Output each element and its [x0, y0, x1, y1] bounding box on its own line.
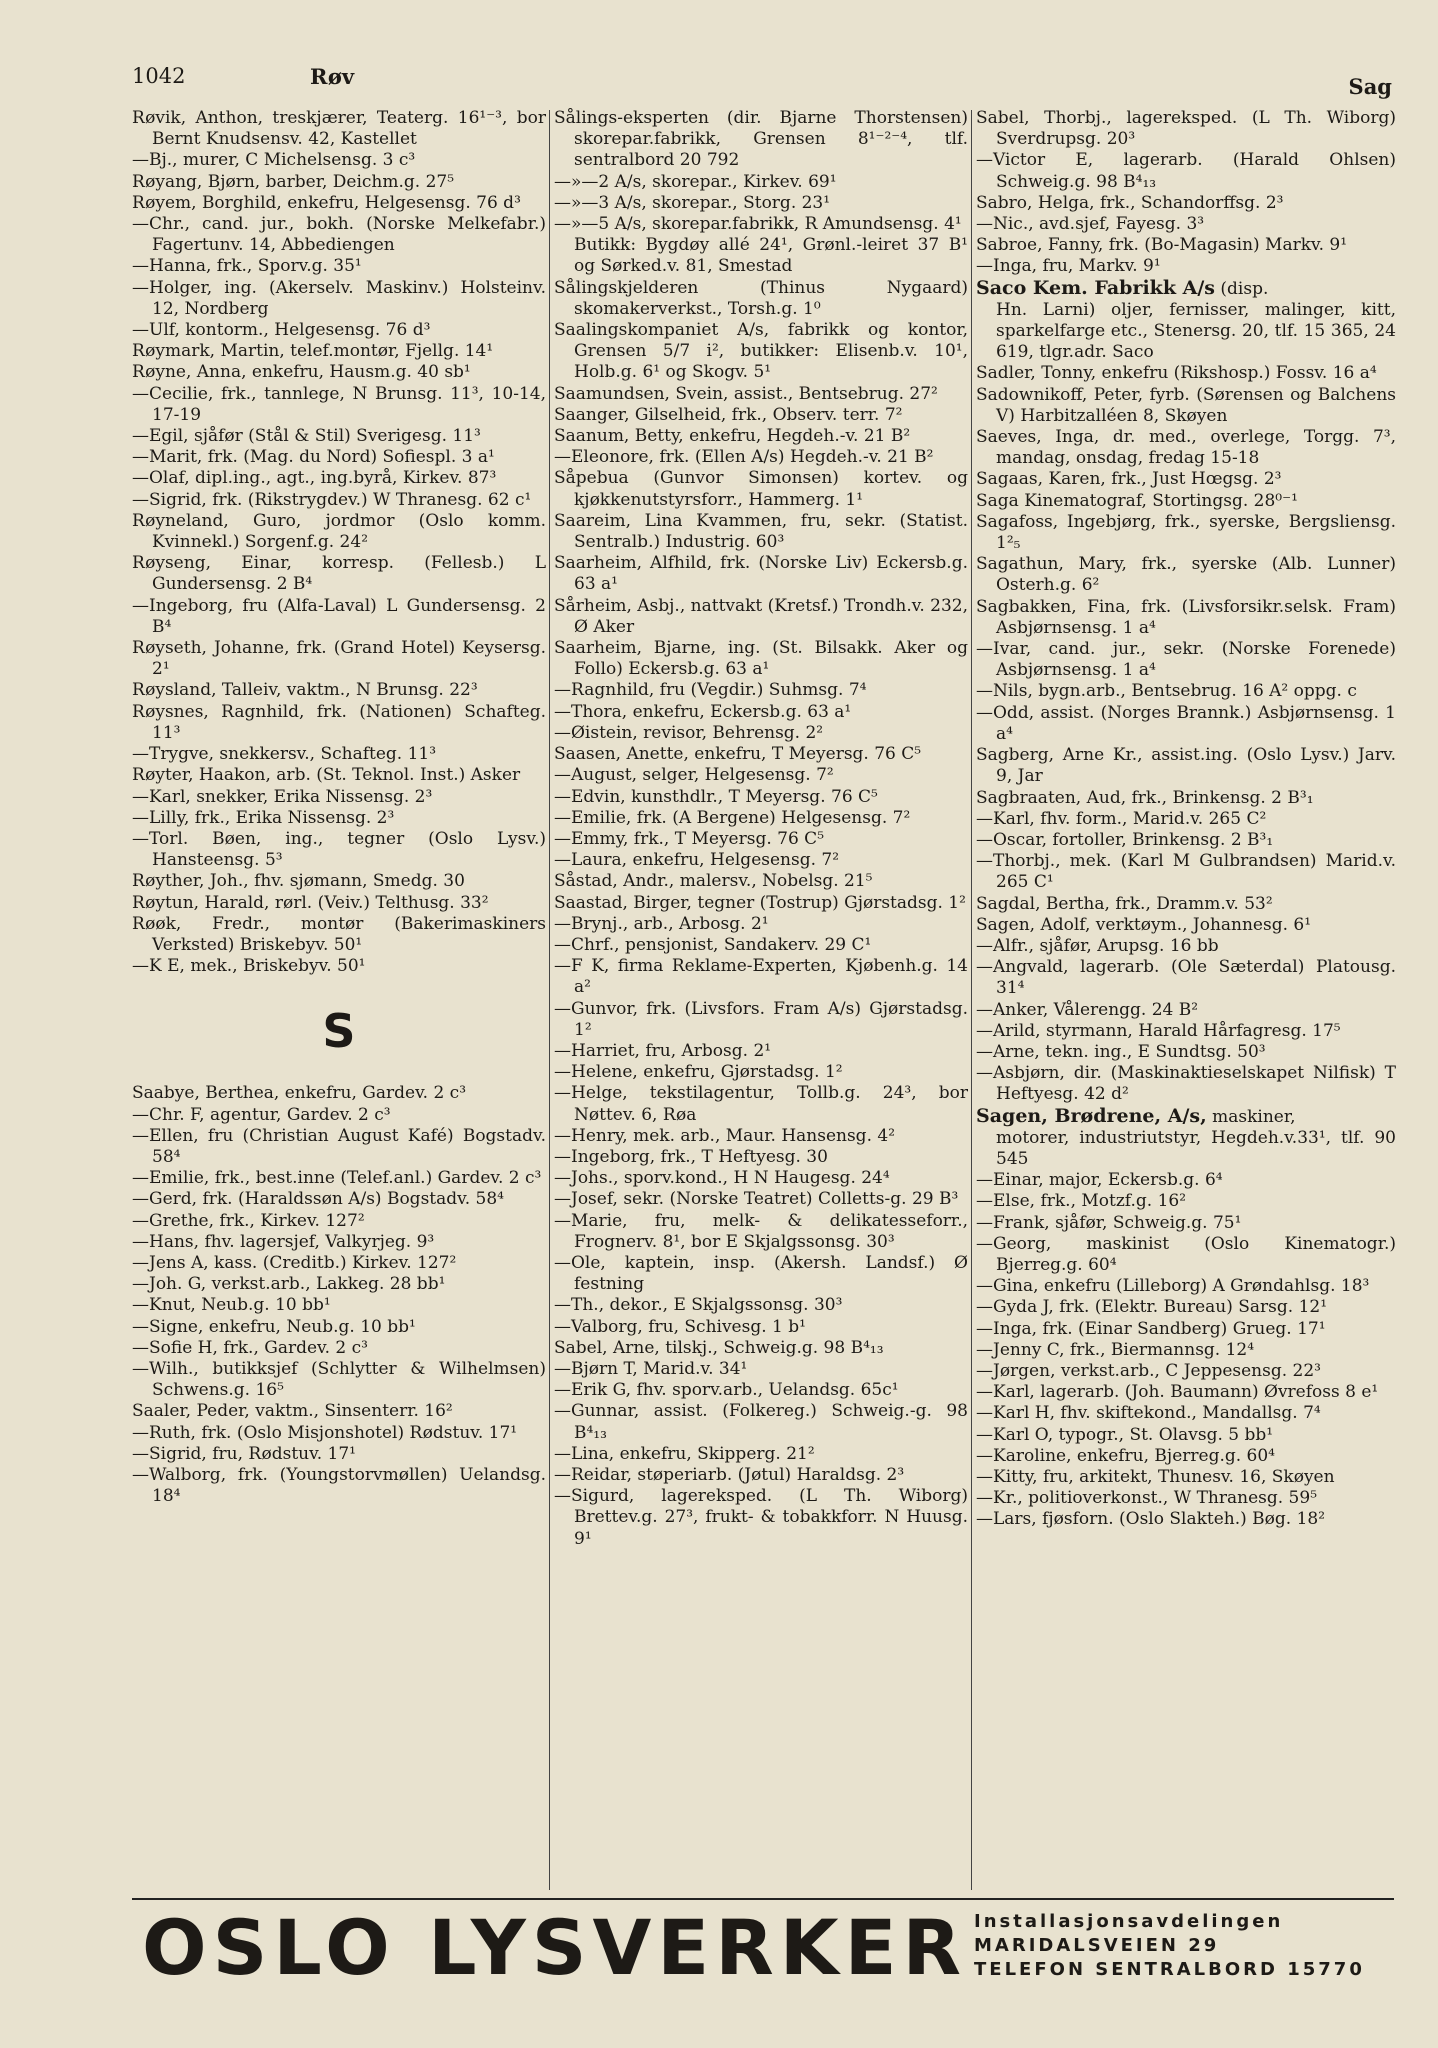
directory-entry: —August, selger, Helgesensg. 7²	[554, 765, 834, 786]
directory-entry: —Bj., murer, C Michelsensg. 3 c³	[132, 150, 416, 171]
ad-brand: OSLO LYSVERKER	[142, 1903, 968, 1992]
directory-entry: Sagdal, Bertha, frk., Dramm.v. 53²	[976, 893, 1273, 914]
directory-entry: —Grethe, frk., Kirkev. 127²	[132, 1210, 365, 1231]
directory-entry: —Karl, lagerarb. (Joh. Baumann) Øvrefoss 8 e¹	[976, 1382, 1379, 1403]
directory-entry: —Odd, assist. (Norges Brannk.) Asbjørnsensg. 1 a⁴	[976, 702, 1396, 744]
directory-entry: Saga Kinematograf, Stortingsg. 28⁰⁻¹	[976, 490, 1298, 511]
directory-entry: —Thorbj., mek. (Karl M Gulbrandsen) Marid.v. 265 C¹	[976, 851, 1396, 893]
directory-entry: Saastad, Birger, tegner (Tostrup) Gjørstadsg. 1²	[554, 892, 966, 913]
directory-entry: motorer, industriutstyr, Hegdeh.v.33¹, tlf. 90 545	[996, 1127, 1396, 1169]
directory-entry: Sabel, Arne, tilskj., Schweig.g. 98 B⁴₁₃	[554, 1337, 884, 1358]
directory-entry: —Emilie, frk. (A Bergene) Helgesensg. 7²	[554, 807, 911, 828]
directory-entry: —Jens A, kass. (Creditb.) Kirkev. 127²	[132, 1252, 457, 1273]
directory-entry: —Gyda J, frk. (Elektr. Bureau) Sarsg. 12¹	[976, 1297, 1328, 1318]
column-2	[554, 108, 968, 1890]
directory-entry: —Ingeborg, fru (Alfa-Laval) L Gundersensg. 2 B⁴	[132, 595, 546, 637]
directory-entry: Sagen, Adolf, verktøym., Johannesg. 6¹	[976, 914, 1312, 935]
directory-entry: Røyem, Borghild, enkefru, Helgesensg. 76 d³	[132, 192, 521, 213]
directory-entry: —Anker, Vålerengg. 24 B²	[976, 999, 1199, 1020]
directory-entry: Sabel, Thorbj., lagereksped. (L Th. Wiborg) Sverdrupsg. 20³	[976, 108, 1396, 150]
header-right-word: Sag	[1348, 74, 1392, 99]
directory-entry: —Hans, fhv. lagersjef, Valkyrjeg. 9³	[132, 1231, 435, 1252]
directory-entry: Hn. Larni) oljer, fernisser, malinger, kitt, sparkelfarge etc., Stenersg. 20, tlf. 15 365, 24 619, tlgr.adr. Saco	[996, 299, 1396, 363]
directory-entry: —Wilh., butikksjef (Schlytter & Wilhelmsen) Schwens.g. 16⁵	[132, 1358, 546, 1401]
directory-entry: —F K, firma Reklame-Experten, Kjøbenh.g. 14 a²	[554, 956, 968, 998]
directory-entry: —Alfr., sjåfør, Arupsg. 16 bb	[976, 935, 1219, 956]
directory-entry: —Ulf, kontorm., Helgesensg. 76 d³	[132, 320, 431, 341]
header-left-word: Røv	[310, 64, 355, 89]
directory-entry: —Thora, enkefru, Eckersb.g. 63 a¹	[554, 701, 852, 722]
directory-entry: —Ivar, cand. jur., sekr. (Norske Forenede) Asbjørnsensg. 1 a⁴	[976, 639, 1396, 681]
directory-entry: Butikk: Bygdøy allé 24¹, Grønl.-leiret 37 B¹ og Sørked.v. 81, Smestad	[574, 235, 968, 277]
directory-entry: Saamundsen, Svein, assist., Bentsebrug. 27²	[554, 383, 938, 404]
bold-name: Sagen, Brødrene, A/s,	[976, 1104, 1207, 1127]
directory-entry: Sabroe, Fanny, frk. (Bo-Magasin) Markv. 9¹	[976, 235, 1348, 256]
directory-entry: —Josef, sekr. (Norske Teatret) Colletts-g. 29 B³	[554, 1189, 959, 1210]
directory-entry: —Chrf., pensjonist, Sandakerv. 29 C¹	[554, 934, 872, 955]
directory-entry: —Karoline, enkefru, Bjerreg.g. 60⁴	[976, 1445, 1275, 1466]
directory-entry: —Hanna, frk., Sporv.g. 35¹	[132, 256, 362, 277]
bold-name: Saco Kem. Fabrikk A/s	[976, 276, 1216, 299]
directory-entry: —Karl H, fhv. skiftekond., Mandallsg. 7⁴	[976, 1403, 1321, 1424]
directory-entry: Sagberg, Arne Kr., assist.ing. (Oslo Lysv.) Jarv. 9, Jar	[976, 745, 1396, 787]
directory-entry: Sadownikoff, Peter, fyrb. (Sørensen og Balchens V) Harbitzalléen 8, Skøyen	[976, 384, 1396, 426]
directory-entry: —Gunvor, frk. (Livsfors. Fram A/s) Gjørstadsg. 1²	[554, 998, 968, 1040]
directory-entry: —Sigrid, fru, Rødstuv. 17¹	[132, 1443, 356, 1464]
directory-entry: —Frank, sjåfør, Schweig.g. 75¹	[976, 1212, 1242, 1233]
bold-rest: maskiner,	[1206, 1106, 1296, 1127]
directory-entry: —Lars, fjøsforn. (Oslo Slakteh.) Bøg. 18²	[976, 1509, 1326, 1530]
directory-entry: Sagbakken, Fina, frk. (Livsforsikr.selsk. Fram) Asbjørnsensg. 1 a⁴	[976, 596, 1396, 638]
directory-entry: —Angvald, lagerarb. (Ole Sæterdal) Platousg. 31⁴	[976, 957, 1396, 999]
ad-line: Installasjonsavdelingen	[974, 1911, 1284, 1932]
column-rule	[549, 110, 550, 1890]
directory-entry: —Edvin, kunsthdlr., T Meyersg. 76 C⁵	[554, 786, 878, 807]
directory-entry: —Trygve, snekkersv., Schafteg. 11³	[132, 744, 437, 765]
directory-entry: —Brynj., arb., Arbosg. 2¹	[554, 913, 769, 934]
directory-entry: —Jenny C, frk., Biermannsg. 12⁴	[976, 1339, 1255, 1360]
directory-entry: Saareim, Lina Kvammen, fru, sekr. (Statist. Sentralb.) Industrig. 60³	[554, 510, 968, 553]
directory-entry: Saanger, Gilselheid, frk., Observ. terr. 7²	[554, 404, 903, 425]
directory-entry: —Gina, enkefru (Lilleborg) A Grøndahlsg. 18³	[976, 1276, 1370, 1297]
directory-entry: —Victor E, lagerarb. (Harald Ohlsen) Schweig.g. 98 B⁴₁₃	[976, 150, 1396, 192]
directory-entry: Røymark, Martin, telef.montør, Fjellg. 14¹	[132, 341, 494, 362]
directory-entry: —Kitty, fru, arkitekt, Thunesv. 16, Skøyen	[976, 1467, 1335, 1487]
directory-entry: Røvik, Anthon, treskjærer, Teaterg. 16¹⁻³, bor Bernt Knudsensv. 42, Kastellet	[132, 108, 546, 150]
column-1	[132, 108, 546, 1890]
page-number: 1042	[132, 64, 186, 88]
directory-entry: —Karl, snekker, Erika Nissensg. 2³	[132, 786, 433, 807]
directory-entry: Sadler, Tonny, enkefru (Rikshosp.) Fossv. 16 a⁴	[976, 363, 1377, 384]
directory-entry: Saarheim, Bjarne, ing. (St. Bilsakk. Aker og Follo) Eckersb.g. 63 a¹	[554, 638, 968, 680]
directory-entry: Sagaas, Karen, frk., Just Hœgsg. 2³	[976, 469, 1282, 490]
directory-entry: —Erik G, fhv. sporv.arb., Uelandsg. 65c¹	[554, 1380, 899, 1401]
directory-entry: Røyang, Bjørn, barber, Deichm.g. 27⁵	[132, 171, 455, 192]
directory-entry: Sagathun, Mary, frk., syerske (Alb. Lunner) Osterh.g. 6²	[976, 554, 1396, 596]
entry-list	[976, 108, 1396, 1531]
directory-entry: Sagafoss, Ingebjørg, frk., syerske, Bergsliensg. 1²₅	[976, 511, 1396, 554]
bold-entry-saco	[976, 278, 1396, 300]
directory-entry: —Signe, enkefru, Neub.g. 10 bb¹	[132, 1316, 416, 1337]
directory-entry: —Emmy, frk., T Meyersg. 76 C⁵	[554, 828, 825, 849]
column-3	[976, 108, 1396, 1890]
directory-entry: —Laura, enkefru, Helgesensg. 7²	[554, 850, 840, 871]
directory-entry: —Reidar, støperiarb. (Jøtul) Haraldsg. 2³	[554, 1465, 905, 1485]
directory-entry: Saaler, Peder, vaktm., Sinsenterr. 16²	[132, 1401, 453, 1422]
bold-rest: (disp.	[1215, 278, 1269, 299]
directory-entry: Røyne, Anna, enkefru, Hausm.g. 40 sb¹	[132, 362, 471, 383]
directory-entry: Såstad, Andr., malersv., Nobelsg. 21⁵	[554, 871, 873, 892]
directory-entry: —Sigrid, frk. (Rikstrygdev.) W Thranesg. 62 c¹	[132, 489, 532, 510]
directory-entry: —Kr., politioverkonst., W Thranesg. 59⁵	[976, 1488, 1318, 1509]
directory-entry: Røyter, Haakon, arb. (St. Teknol. Inst.) Asker	[132, 765, 521, 786]
entry-list	[554, 108, 968, 1550]
directory-entry: Røøk, Fredr., montør (Bakerimaskiners Verksted) Briskebyv. 50¹	[132, 913, 546, 955]
directory-entry: —Walborg, frk. (Youngstorvmøllen) Uelandsg. 18⁴	[132, 1464, 546, 1507]
bold-entry-sagen	[976, 1106, 1396, 1128]
directory-entry: Såpebua (Gunvor Simonsen) kortev. og kjøkkenutstyrsforr., Hammerg. 1¹	[554, 468, 968, 510]
directory-entry: —Inga, fru, Markv. 9¹	[976, 256, 1161, 277]
directory-entry: Saarheim, Alfhild, frk. (Norske Liv) Eckersb.g. 63 a¹	[554, 553, 968, 595]
directory-entry: —Ellen, fru (Christian August Kafé) Bogstadv. 58⁴	[132, 1125, 546, 1167]
directory-entry: —Sofie H, frk., Gardev. 2 c³	[132, 1337, 368, 1358]
directory-entry: —Marie, fru, melk- & delikatesseforr., Frognerv. 8¹, bor E Skjalgssonsg. 30³	[554, 1210, 968, 1252]
directory-entry: —Lina, enkefru, Skipperg. 21²	[554, 1443, 815, 1464]
directory-entry: Saanum, Betty, enkefru, Hegdeh.-v. 21 B²	[554, 426, 911, 447]
ad-info	[974, 1910, 1394, 1982]
directory-entry: Røyseng, Einar, korresp. (Fellesb.) L Gundersensg. 2 B⁴	[132, 553, 546, 595]
directory-entry: Sagbraaten, Aud, frk., Brinkensg. 2 B³₁	[976, 787, 1314, 808]
entry-list	[132, 1083, 546, 1507]
directory-entry: —Ragnhild, fru (Vegdir.) Suhmsg. 7⁴	[554, 680, 867, 701]
directory-entry: —Sigurd, lagereksped. (L Th. Wiborg) Brettev.g. 27³, frukt- & tobakkforr. N Huusg. 9¹	[554, 1486, 968, 1549]
directory-entry: —Olaf, dipl.ing., agt., ing.byrå, Kirkev. 87³	[132, 468, 497, 489]
directory-entry: —K E, mek., Briskebyv. 50¹	[132, 956, 366, 977]
directory-entry: —Karl, fhv. form., Marid.v. 265 C²	[976, 808, 1267, 829]
directory-entry: —Bjørn T, Marid.v. 34¹	[554, 1358, 748, 1379]
directory-entry: Røyther, Joh., fhv. sjømann, Smedg. 30	[132, 871, 465, 892]
directory-entry: Røyneland, Guro, jordmor (Oslo komm. Kvinnekl.) Sorgenf.g. 24²	[132, 510, 546, 553]
directory-entry: Røytun, Harald, rørl. (Veiv.) Telthusg. 33²	[132, 892, 489, 913]
directory-entry: —Chr., cand. jur., bokh. (Norske Melkefabr.) Fagertunv. 14, Abbediengen	[132, 214, 546, 256]
directory-entry: Røysnes, Ragnhild, frk. (Nationen) Schafteg. 11³	[132, 701, 546, 743]
directory-entry: —Joh. G, verkst.arb., Lakkeg. 28 bb¹	[132, 1274, 446, 1295]
directory-entry: —Emilie, frk., best.inne (Telef.anl.) Gardev. 2 c³	[132, 1168, 542, 1189]
directory-entry: Saasen, Anette, enkefru, T Meyersg. 76 C⁵	[554, 744, 922, 765]
directory-entry: —»—2 A/s, skorepar., Kirkev. 69¹	[554, 171, 837, 192]
directory-entry: —Henry, mek. arb., Maur. Hansensg. 4²	[554, 1125, 896, 1146]
directory-entry: —Asbjørn, dir. (Maskinaktieselskapet Nilfisk) T Heftyesg. 42 d²	[976, 1063, 1396, 1105]
directory-entry: —Einar, major, Eckersb.g. 6⁴	[976, 1170, 1223, 1191]
section-letter: S	[322, 1004, 356, 1059]
directory-entry: —Helene, enkefru, Gjørstadsg. 1²	[554, 1062, 843, 1083]
directory-entry: —Gunnar, assist. (Folkereg.) Schweig.-g. 98 B⁴₁₃	[554, 1401, 968, 1443]
directory-entry: Røyseth, Johanne, frk. (Grand Hotel) Keysersg. 2¹	[132, 638, 546, 680]
directory-entry: Sålings-eksperten (dir. Bjarne Thorstensen) skorepar.fabrikk, Grensen 8¹⁻²⁻⁴, tlf. sentralbord 20 792	[554, 108, 968, 171]
directory-entry: Sålingskjelderen (Thinus Nygaard) skomakerverkst., Torsh.g. 1⁰	[554, 277, 968, 319]
directory-entry: —Karl O, typogr., St. Olavsg. 5 bb¹	[976, 1424, 1274, 1445]
directory-entry: —Helge, tekstilagentur, Tollb.g. 24³, bor Nøttev. 6, Røa	[554, 1083, 968, 1125]
directory-entry: —Arild, styrmann, Harald Hårfagresg. 17⁵	[976, 1020, 1341, 1041]
directory-entry: Saabye, Berthea, enkefru, Gardev. 2 c³	[132, 1083, 467, 1104]
directory-entry: —Nils, bygn.arb., Bentsebrug. 16 A² oppg. c	[976, 681, 1357, 702]
directory-entry: —Knut, Neub.g. 10 bb¹	[132, 1295, 331, 1316]
directory-entry: —Holger, ing. (Akerselv. Maskinv.) Holsteinv. 12, Nordberg	[132, 277, 546, 319]
directory-entry: Sabro, Helga, frk., Schandorffsg. 2³	[976, 192, 1284, 213]
directory-entry: —Chr. F, agentur, Gardev. 2 c³	[132, 1104, 391, 1125]
ad-line: TELEFON SENTRALBORD 15770	[974, 1959, 1365, 1980]
directory-entry: —Ole, kaptein, insp. (Akersh. Landsf.) Ø festning	[554, 1252, 968, 1295]
directory-entry: —Jørgen, verkst.arb., C Jeppesensg. 22³	[976, 1360, 1321, 1381]
directory-entry: —Oscar, fortoller, Brinkensg. 2 B³₁	[976, 829, 1274, 850]
directory-entry: —»—5 A/s, skorepar.fabrikk, R Amundsensg. 4¹	[554, 214, 962, 235]
directory-entry: —Harriet, fru, Arbosg. 2¹	[554, 1040, 772, 1061]
directory-entry: —Ruth, frk. (Oslo Misjonshotel) Rødstuv. 17¹	[132, 1422, 518, 1443]
directory-entry: —Egil, sjåfør (Stål & Stil) Sverigesg. 11³	[132, 426, 481, 447]
directory-entry: —Nic., avd.sjef, Fayesg. 3³	[976, 214, 1205, 235]
entry-list	[132, 108, 546, 977]
directory-entry: —Cecilie, frk., tannlege, N Brunsg. 11³, 10-14, 17-19	[132, 383, 546, 425]
directory-entry: Saeves, Inga, dr. med., overlege, Torgg. 7³, mandag, onsdag, fredag 15-18	[976, 427, 1396, 469]
directory-entry: —Else, frk., Motzf.g. 16²	[976, 1191, 1187, 1212]
page-header	[132, 64, 1392, 100]
directory-entry: —Eleonore, frk. (Ellen A/s) Hegdeh.-v. 21 B²	[554, 447, 934, 468]
directory-entry: —Lilly, frk., Erika Nissensg. 2³	[132, 807, 395, 828]
directory-entry: —»—3 A/s, skorepar., Storg. 23¹	[554, 192, 831, 213]
directory-entry: —Torl. Bøen, ing., tegner (Oslo Lysv.) Hansteensg. 5³	[132, 828, 546, 871]
directory-entry: —Inga, frk. (Einar Sandberg) Grueg. 17¹	[976, 1318, 1326, 1339]
directory-entry: Sårheim, Asbj., nattvakt (Kretsf.) Trondh.v. 232, Ø Aker	[554, 595, 968, 637]
directory-entry: —Ingeborg, frk., T Heftyesg. 30	[554, 1146, 828, 1167]
directory-entry: —Marit, frk. (Mag. du Nord) Sofiespl. 3 a¹	[132, 447, 495, 468]
directory-entry: —Johs., sporv.kond., H N Haugesg. 24⁴	[554, 1168, 890, 1189]
directory-entry: —Øistein, revisor, Behrensg. 2²	[554, 722, 824, 743]
directory-entry: —Valborg, fru, Schivesg. 1 b¹	[554, 1316, 806, 1337]
column-rule	[971, 110, 972, 1890]
directory-entry: —Arne, tekn. ing., E Sundtsg. 50³	[976, 1041, 1266, 1062]
ad-line: MARIDALSVEIEN 29	[974, 1935, 1220, 1956]
directory-entry: —Gerd, frk. (Haraldssøn A/s) Bogstadv. 58⁴	[132, 1189, 504, 1210]
advertisement-banner	[132, 1898, 1394, 1992]
directory-entry: —Georg, maskinist (Oslo Kinematogr.) Bjerreg.g. 60⁴	[976, 1233, 1396, 1275]
directory-entry: Røysland, Talleiv, vaktm., N Brunsg. 22³	[132, 680, 478, 701]
directory-entry: Saalingskompaniet A/s, fabrikk og kontor, Grensen 5/7 i², butikker: Elisenb.v. 10¹, Holb.g. 6¹ og Skogv. 5¹	[554, 320, 968, 383]
directory-entry: —Th., dekor., E Skjalgssonsg. 30³	[554, 1295, 843, 1316]
